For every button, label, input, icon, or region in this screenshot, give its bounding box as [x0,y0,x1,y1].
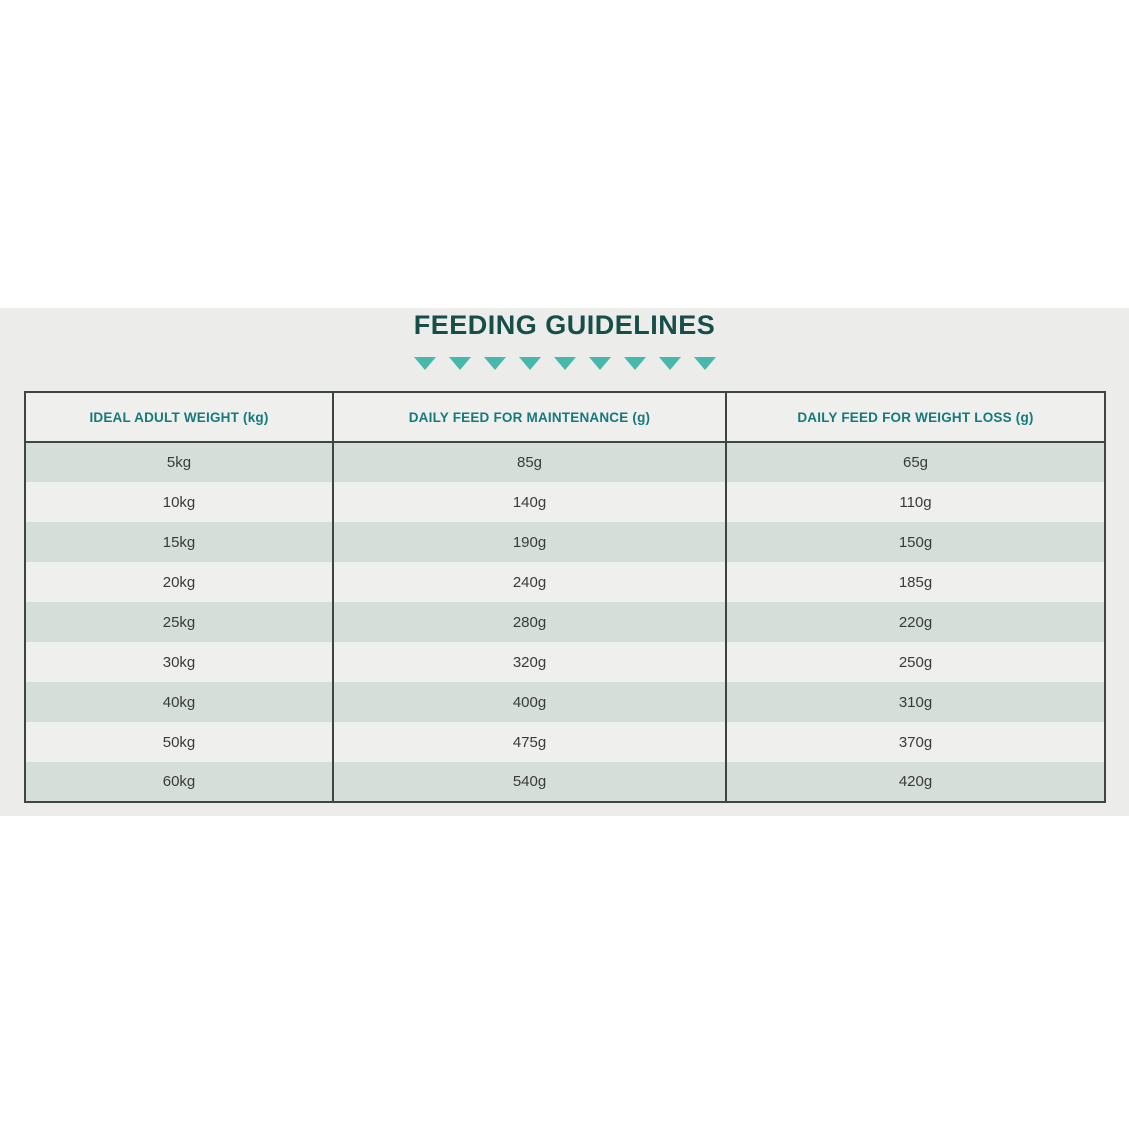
maintenance-feed-cell: 475g [333,722,726,762]
table-row [25,722,1105,762]
triangle-down-icon [694,357,716,370]
weight-loss-feed-cell: 185g [726,562,1105,602]
feeding-guidelines-section [0,308,1129,816]
weight-cell: 60kg [25,762,333,802]
maintenance-feed-cell: 140g [333,482,726,522]
column-header-daily-feed-maintenance: DAILY FEED FOR MAINTENANCE (g) [333,392,726,442]
table-row [25,562,1105,602]
triangle-down-icon [449,357,471,370]
triangle-down-icon [624,357,646,370]
weight-loss-feed-cell: 250g [726,642,1105,682]
table-row [25,682,1105,722]
triangle-down-icon [414,357,436,370]
column-header-ideal-adult-weight: IDEAL ADULT WEIGHT (kg) [25,392,333,442]
table-row [25,602,1105,642]
maintenance-feed-cell: 400g [333,682,726,722]
triangle-down-icon [484,357,506,370]
feeding-guidelines-table [24,391,1106,803]
triangle-down-icon [519,357,541,370]
maintenance-feed-cell: 240g [333,562,726,602]
weight-cell: 20kg [25,562,333,602]
table-row [25,642,1105,682]
maintenance-feed-cell: 85g [333,442,726,482]
weight-loss-feed-cell: 65g [726,442,1105,482]
section-title: FEEDING GUIDELINES [413,310,716,340]
weight-cell: 40kg [25,682,333,722]
weight-cell: 15kg [25,522,333,562]
maintenance-feed-cell: 280g [333,602,726,642]
weight-loss-feed-cell: 220g [726,602,1105,642]
triangle-down-icon [589,357,611,370]
column-header-daily-feed-weight-loss: DAILY FEED FOR WEIGHT LOSS (g) [726,392,1105,442]
table-row [25,762,1105,802]
maintenance-feed-cell: 540g [333,762,726,802]
maintenance-feed-cell: 320g [333,642,726,682]
weight-loss-feed-cell: 420g [726,762,1105,802]
table-row [25,522,1105,562]
triangle-down-icon [659,357,681,370]
triangle-down-icon [554,357,576,370]
maintenance-feed-cell: 190g [333,522,726,562]
weight-loss-feed-cell: 150g [726,522,1105,562]
weight-loss-feed-cell: 370g [726,722,1105,762]
weight-cell: 5kg [25,442,333,482]
table-row [25,482,1105,522]
weight-cell: 30kg [25,642,333,682]
weight-cell: 25kg [25,602,333,642]
weight-cell: 10kg [25,482,333,522]
weight-cell: 50kg [25,722,333,762]
weight-loss-feed-cell: 310g [726,682,1105,722]
weight-loss-feed-cell: 110g [726,482,1105,522]
triangle-divider [0,357,1129,370]
table-header-row [25,392,1105,442]
table-row [25,442,1105,482]
